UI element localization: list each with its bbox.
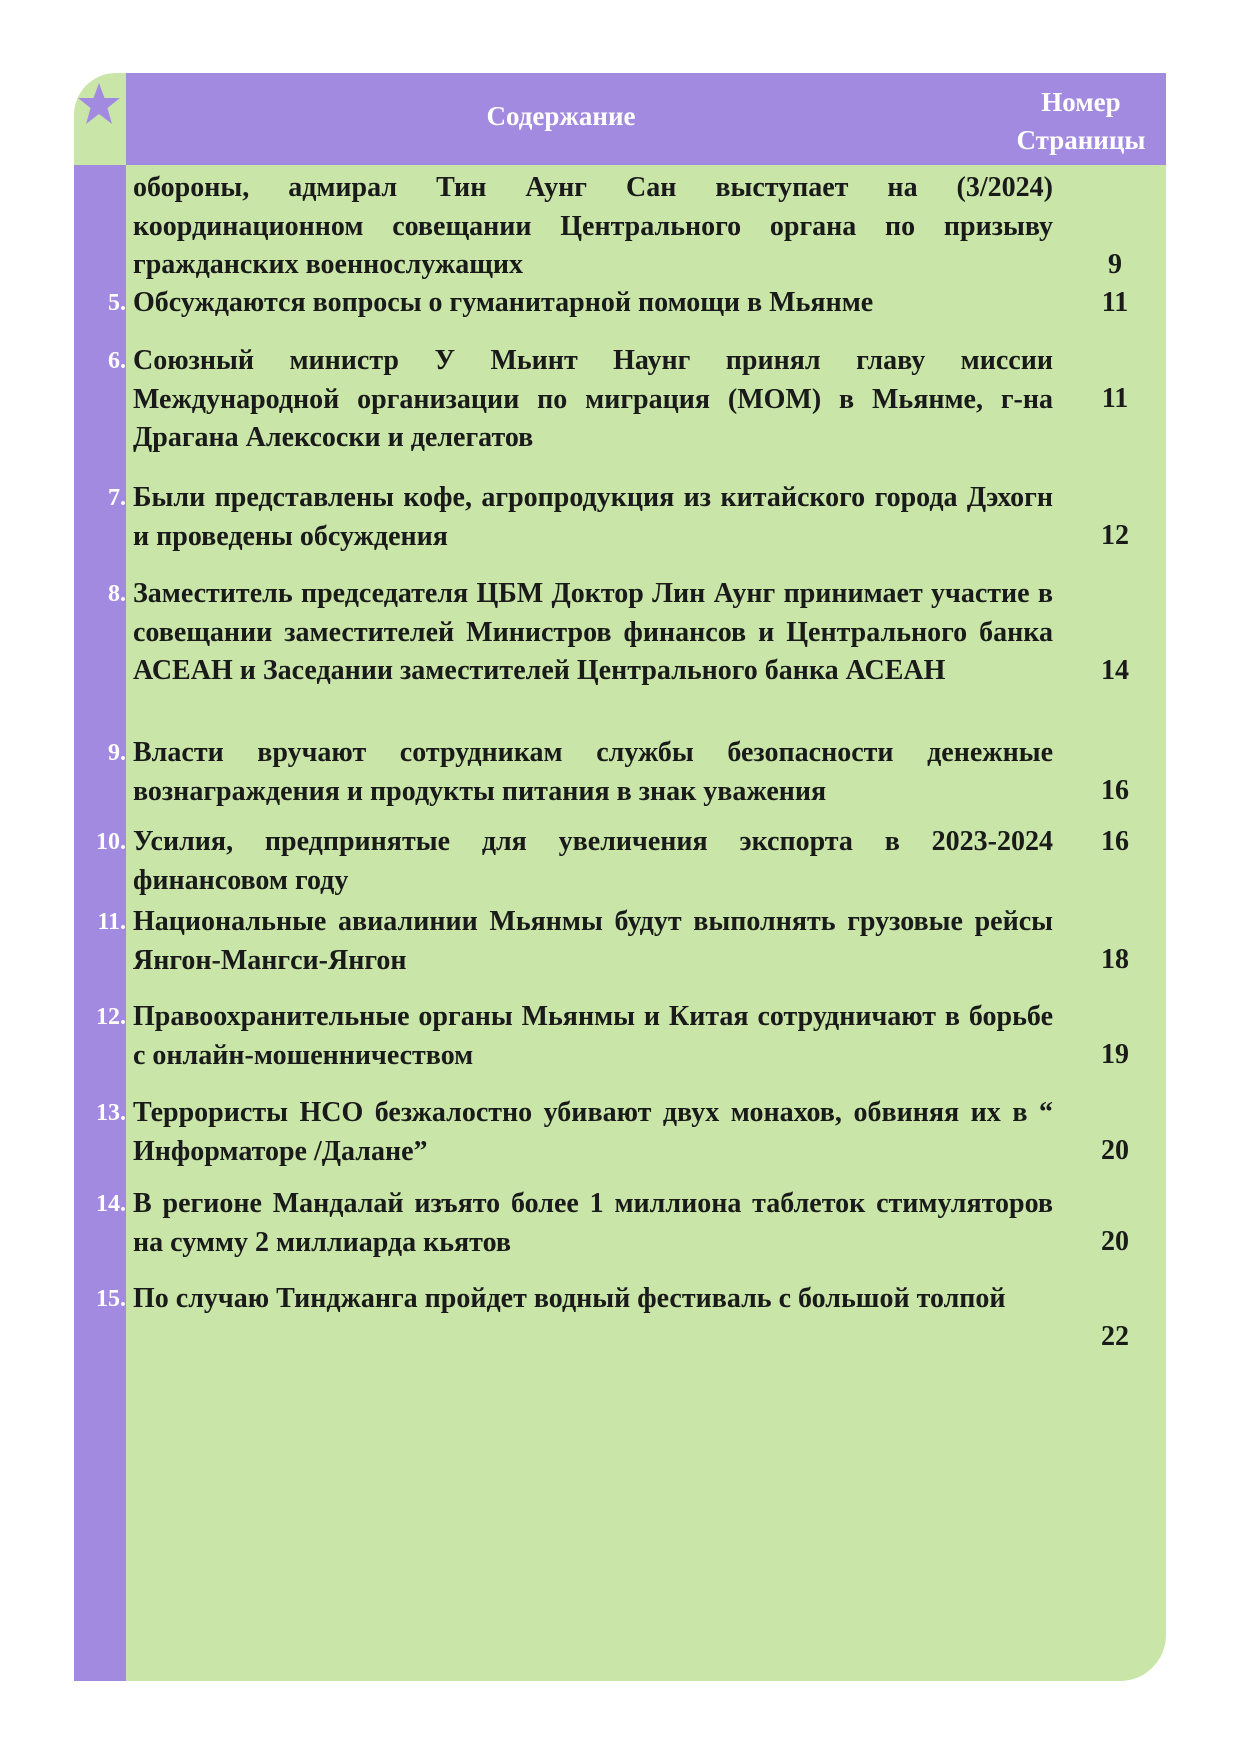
entry-title: Обсуждаются вопросы о гуманитарной помощи в Мьянме	[133, 287, 874, 318]
entry-page: 16	[1101, 775, 1129, 806]
entry-number: 8.	[108, 581, 126, 607]
entry-title: обороны, адмирал Тин Аунг Сан выступает на (3/2024) координационном совещании Центрального органа по призыву гражданских военнослужащих	[133, 172, 1053, 280]
entry-page: 16	[1101, 826, 1129, 857]
entry-page: 18	[1101, 944, 1129, 975]
entry-page: 22	[1101, 1321, 1129, 1352]
entry-number: 14.	[96, 1191, 126, 1217]
table-header	[126, 73, 1166, 165]
entry-title: По случаю Тинджанга пройдет водный фестиваль с большой толпой	[133, 1283, 1006, 1314]
contents-panel	[74, 73, 1166, 1681]
header-title: Содержание	[486, 101, 636, 131]
entry-number: 10.	[96, 829, 126, 855]
entry-title: Национальные авиалинии Мьянмы будут выполнять грузовые рейсы Янгон-Мангси-Янгон	[133, 906, 1053, 976]
entry-number: 7.	[108, 485, 126, 511]
entry-title: Союзный министр У Мьинт Наунг принял главу миссии Международной организации по миграция (МОМ) в Мьянме, г-на Драгана Алексоски и делегатов	[133, 345, 1053, 453]
entry-page: 20	[1101, 1226, 1129, 1257]
entry-page: 12	[1101, 520, 1129, 551]
entry-title: Были представлены кофе, агропродукция из китайского города Дэхогн и проведены обсуждения	[133, 482, 1053, 552]
entry-number: 12.	[96, 1004, 126, 1030]
entry-title: Власти вручают сотрудникам службы безопасности денежные вознаграждения и продукты питания в знак уважения	[133, 737, 1053, 807]
entry-page: 14	[1101, 655, 1129, 686]
entry-title: Террористы НСО безжалостно убивают двух монахов, обвиняя их в “ Информаторе /Далане”	[133, 1097, 1053, 1167]
entry-page: 11	[1101, 383, 1129, 414]
entry-title: Усилия, предпринятые для увеличения экспорта в 2023-2024 финансовом году	[133, 826, 1053, 896]
header-page-label-line1: Номер	[1041, 87, 1121, 117]
entry-number: 9.	[108, 740, 126, 766]
entry-number: 6.	[108, 348, 126, 374]
entry-number: 13.	[96, 1100, 126, 1126]
entry-page: 19	[1101, 1039, 1129, 1070]
entry-title: Заместитель председателя ЦБМ Доктор Лин Аунг принимает участие в совещании заместителей Министров финансов и Центрального банка АСЕАН и Заседании заместителей Центрального банка АСЕАН	[133, 578, 1053, 686]
entry-page: 9	[1108, 249, 1122, 280]
header-page-label	[996, 83, 1166, 159]
star-icon	[76, 81, 122, 127]
entry-title: Правоохранительные органы Мьянмы и Китая сотрудничают в борьбе с онлайн-мошенничеством	[133, 1001, 1053, 1071]
entry-number: 5.	[108, 290, 126, 316]
entry-number: 15.	[96, 1286, 126, 1312]
entry-title: В регионе Мандалай изъято более 1 миллиона таблеток стимуляторов на сумму 2 миллиарда кьятов	[133, 1188, 1053, 1258]
entry-page: 11	[1101, 287, 1129, 318]
entry-number: 11.	[97, 909, 126, 935]
entry-page: 20	[1101, 1135, 1129, 1166]
header-page-label-line2: Страницы	[1016, 125, 1146, 155]
